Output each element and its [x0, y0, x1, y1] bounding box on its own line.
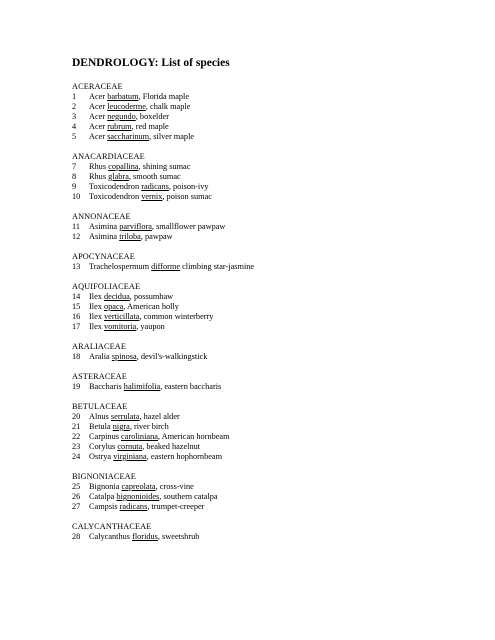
- species-epithet: glabra: [108, 172, 129, 181]
- common-name: , red maple: [131, 122, 169, 131]
- common-name: , eastern hophornbeam: [146, 452, 223, 461]
- species-entry: [72, 262, 472, 272]
- species-number: 8: [72, 172, 77, 181]
- species-epithet: negundo: [107, 112, 136, 121]
- common-name: , hazel alder: [139, 412, 180, 421]
- genus-name: Betula: [89, 422, 111, 431]
- species-number: 7: [72, 162, 77, 171]
- species-number: 12: [72, 232, 81, 241]
- species-epithet: bignonioides: [116, 492, 160, 501]
- common-name: , sweetshrub: [157, 532, 200, 541]
- species-epithet: verticillata: [103, 312, 140, 321]
- common-name: , beaked hazelnut: [142, 442, 201, 451]
- species-entry: [72, 132, 472, 142]
- family-name: ANNONACEAE: [72, 212, 131, 221]
- genus-name: Toxicodendron: [89, 192, 140, 201]
- genus-name: Calycanthus: [89, 532, 131, 541]
- species-entry: [72, 292, 472, 302]
- genus-name: Ilex: [89, 312, 102, 321]
- species-entry: [72, 232, 472, 242]
- family-name: CALYCANTHACEAE: [72, 522, 152, 531]
- species-entry: [72, 322, 472, 332]
- species-number: 1: [72, 92, 77, 101]
- species-number: 23: [72, 442, 81, 451]
- family-name: ANACARDIACEAE: [72, 152, 145, 161]
- family-name: ACERACEAE: [72, 82, 123, 91]
- species-entry: [72, 162, 472, 172]
- species-entry: [72, 172, 472, 182]
- common-name: , eastern baccharis: [160, 382, 222, 391]
- common-name: , shining sumac: [138, 162, 191, 171]
- family-section: [72, 402, 472, 462]
- species-entry: [72, 422, 472, 432]
- species-entry: [72, 182, 472, 192]
- common-name: , common winterberry: [139, 312, 214, 321]
- species-epithet: caroliniana: [121, 432, 158, 441]
- species-number: 19: [72, 382, 81, 391]
- species-epithet: spinosa: [111, 352, 137, 361]
- species-epithet: vomitoria: [103, 322, 137, 331]
- common-name: , boxelder: [135, 112, 169, 121]
- genus-name: Asimina: [89, 222, 118, 231]
- species-number: 28: [72, 532, 81, 541]
- genus-name: Campsis: [89, 502, 118, 511]
- species-epithet: capreolata: [121, 482, 156, 491]
- species-number: 9: [72, 182, 77, 191]
- species-number: 17: [72, 322, 81, 331]
- species-entry: [72, 432, 472, 442]
- species-number: 20: [72, 412, 81, 421]
- common-name: , devil's-walkingstick: [136, 352, 208, 361]
- species-epithet: difforme: [151, 262, 181, 271]
- family-section: [72, 82, 472, 142]
- species-number: 2: [72, 102, 77, 111]
- common-name: , smallflower pawpaw: [151, 222, 226, 231]
- species-entry: [72, 92, 472, 102]
- species-entry: [72, 532, 472, 542]
- species-epithet: opaca: [103, 302, 124, 311]
- family-section: [72, 372, 472, 392]
- species-number: 16: [72, 312, 81, 321]
- species-epithet: radicans: [141, 182, 169, 191]
- species-entry: [72, 192, 472, 202]
- species-epithet: nigra: [112, 422, 130, 431]
- family-name: BIGNONIACEAE: [72, 472, 136, 481]
- family-name: APOCYNACEAE: [72, 252, 135, 261]
- species-entry: [72, 442, 472, 452]
- species-epithet: leucoderme: [107, 102, 146, 111]
- species-number: 11: [72, 222, 80, 231]
- genus-name: Baccharis: [89, 382, 122, 391]
- species-epithet: parviflora: [119, 222, 152, 231]
- species-number: 26: [72, 492, 81, 501]
- species-number: 21: [72, 422, 81, 431]
- genus-name: Bignonia: [89, 482, 120, 491]
- genus-name: Acer: [89, 102, 106, 111]
- genus-name: Acer: [89, 92, 106, 101]
- common-name: , chalk maple: [145, 102, 191, 111]
- genus-name: Rhus: [89, 162, 107, 171]
- species-epithet: rubrum: [107, 122, 132, 131]
- genus-name: Ilex: [89, 302, 102, 311]
- species-number: 27: [72, 502, 81, 511]
- common-name: , trumpet-creeper: [147, 502, 205, 511]
- species-entry: [72, 122, 472, 132]
- species-entry: [72, 112, 472, 122]
- genus-name: Acer: [89, 132, 106, 141]
- genus-name: Corylus: [89, 442, 116, 451]
- species-entry: [72, 482, 472, 492]
- genus-name: Catalpa: [89, 492, 115, 501]
- species-epithet: triloba: [119, 232, 141, 241]
- species-number: 18: [72, 352, 81, 361]
- common-name: , silver maple: [149, 132, 195, 141]
- family-section: [72, 212, 472, 242]
- common-name: , possumhaw: [129, 292, 174, 301]
- species-number: 10: [72, 192, 81, 201]
- species-epithet: virginiana: [113, 452, 147, 461]
- species-epithet: cornuta: [117, 442, 143, 451]
- page-title: DENDROLOGY: List of species: [72, 57, 230, 69]
- genus-name: Aralia: [89, 352, 110, 361]
- family-section: [72, 472, 472, 512]
- common-name: , pawpaw: [140, 232, 173, 241]
- species-entry: [72, 352, 472, 362]
- genus-name: Toxicodendron: [89, 182, 140, 191]
- species-number: 14: [72, 292, 81, 301]
- family-name: BETULACEAE: [72, 402, 128, 411]
- genus-name: Trachelospermum: [89, 262, 150, 271]
- common-name: , American holly: [123, 302, 179, 311]
- common-name: , American hornbeam: [157, 432, 230, 441]
- species-epithet: halimifolia: [123, 382, 161, 391]
- species-number: 24: [72, 452, 81, 461]
- common-name: , cross-vine: [155, 482, 194, 491]
- family-section: [72, 152, 472, 202]
- species-entry: [72, 492, 472, 502]
- family-section: [72, 342, 472, 362]
- genus-name: Ilex: [89, 292, 102, 301]
- species-epithet: floridus: [132, 532, 158, 541]
- common-name: , smooth sumac: [128, 172, 181, 181]
- common-name: , Florida maple: [138, 92, 190, 101]
- species-entry: [72, 502, 472, 512]
- species-number: 25: [72, 482, 81, 491]
- species-number: 4: [72, 122, 77, 131]
- common-name: , river birch: [129, 422, 169, 431]
- genus-name: Rhus: [89, 172, 107, 181]
- species-epithet: barbatum: [107, 92, 139, 101]
- species-epithet: saccharinum: [107, 132, 150, 141]
- species-list: [72, 82, 472, 552]
- species-number: 15: [72, 302, 81, 311]
- genus-name: Carpinus: [89, 432, 119, 441]
- common-name: , southern catalpa: [159, 492, 218, 501]
- species-epithet: copallina: [108, 162, 139, 171]
- common-name: climbing star-jasmine: [180, 262, 255, 271]
- species-epithet: decidua: [103, 292, 130, 301]
- species-entry: [72, 382, 472, 392]
- species-number: 13: [72, 262, 81, 271]
- family-section: [72, 252, 472, 272]
- genus-name: Alnus: [89, 412, 109, 421]
- species-entry: [72, 312, 472, 322]
- species-epithet: vernix: [141, 192, 163, 201]
- family-name: ASTERACEAE: [72, 372, 127, 381]
- family-name: ARALIACEAE: [72, 342, 127, 351]
- family-name: AQUIFOLIACEAE: [72, 282, 141, 291]
- genus-name: Ostrya: [89, 452, 112, 461]
- family-section: [72, 522, 472, 542]
- species-number: 22: [72, 432, 81, 441]
- genus-name: Ilex: [89, 322, 102, 331]
- species-entry: [72, 222, 472, 232]
- species-entry: [72, 452, 472, 462]
- common-name: , poison-ivy: [168, 182, 209, 191]
- common-name: , yaupon: [136, 322, 165, 331]
- species-number: 5: [72, 132, 77, 141]
- common-name: , poison sumac: [162, 192, 212, 201]
- species-number: 3: [72, 112, 77, 121]
- genus-name: Acer: [89, 122, 106, 131]
- species-epithet: radicans: [119, 502, 148, 511]
- species-epithet: serrulata: [110, 412, 140, 421]
- genus-name: Acer: [89, 112, 106, 121]
- species-entry: [72, 102, 472, 112]
- genus-name: Asimina: [89, 232, 118, 241]
- species-entry: [72, 302, 472, 312]
- species-entry: [72, 412, 472, 422]
- family-section: [72, 282, 472, 332]
